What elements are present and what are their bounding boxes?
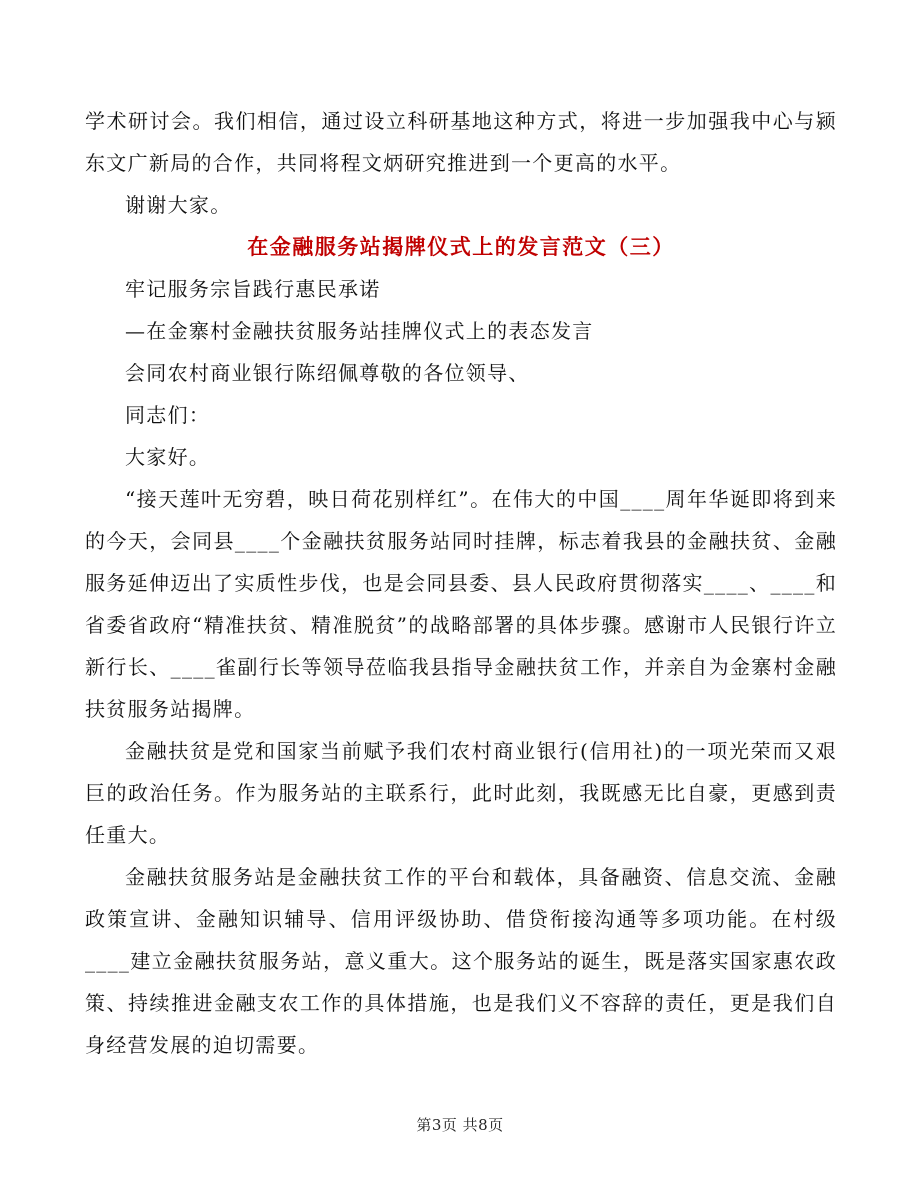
subtitle-line: 牢记服务宗旨践行惠民承诺 <box>125 277 381 301</box>
greeting-line: 大家好。 <box>125 445 211 469</box>
paragraph: 金融扶贫是党和国家当前赋予我们农村商业银行(信用社)的一项光荣而又艰巨的政治任务。作为服务站的主联系行，此时此刻，我既感无比自豪，更感到责任重大。 <box>85 739 837 847</box>
section-title: 在金融服务站揭牌仪式上的发言范文（三） <box>247 234 675 259</box>
paragraph: 学术研讨会。我们相信，通过设立科研基地这种方式，将进一步加强我中心与颍东文广新局的合作，共同将程文炳研究推进到一个更高的水平。 <box>85 109 837 175</box>
paragraph: “接天莲叶无穷碧，映日荷花别样红”。在伟大的中国____周年华诞即将到来的今天，会同县____个金融扶贫服务站同时挂牌，标志着我县的金融扶贫、金融服务延伸迈出了实质性步伐，也是会同县委、县人民政府贯彻落实____、____和省委省政府“精准扶贫、精准脱贫”的战略部署的具体步骤。感谢市人民银行许立新行长、____雀副行长等领导莅临我县指导金融扶贫工作，并亲自为金寨村金融扶贫服务站揭牌。 <box>85 487 837 721</box>
salutation-line: 同志们： <box>125 403 211 427</box>
page-number-footer: 第3页 共8页 <box>416 1116 504 1134</box>
paragraph: 谢谢大家。 <box>125 193 232 217</box>
document-body <box>85 100 837 1066</box>
subtitle-line: —在金寨村金融扶贫服务站挂牌仪式上的表态发言 <box>125 319 594 343</box>
salutation-line: 会同农村商业银行陈绍佩尊敬的各位领导、 <box>125 361 530 385</box>
paragraph: 金融扶贫服务站是金融扶贫工作的平台和载体，具备融资、信息交流、金融政策宣讲、金融知识辅导、信用评级协助、借贷衔接沟通等多项功能。在村级____建立金融扶贫服务站，意义重大。这个服务站的诞生，既是落实国家惠农政策、持续推进金融支农工作的具体措施，也是我们义不容辞的责任，更是我们自身经营发展的迫切需要。 <box>85 865 837 1057</box>
